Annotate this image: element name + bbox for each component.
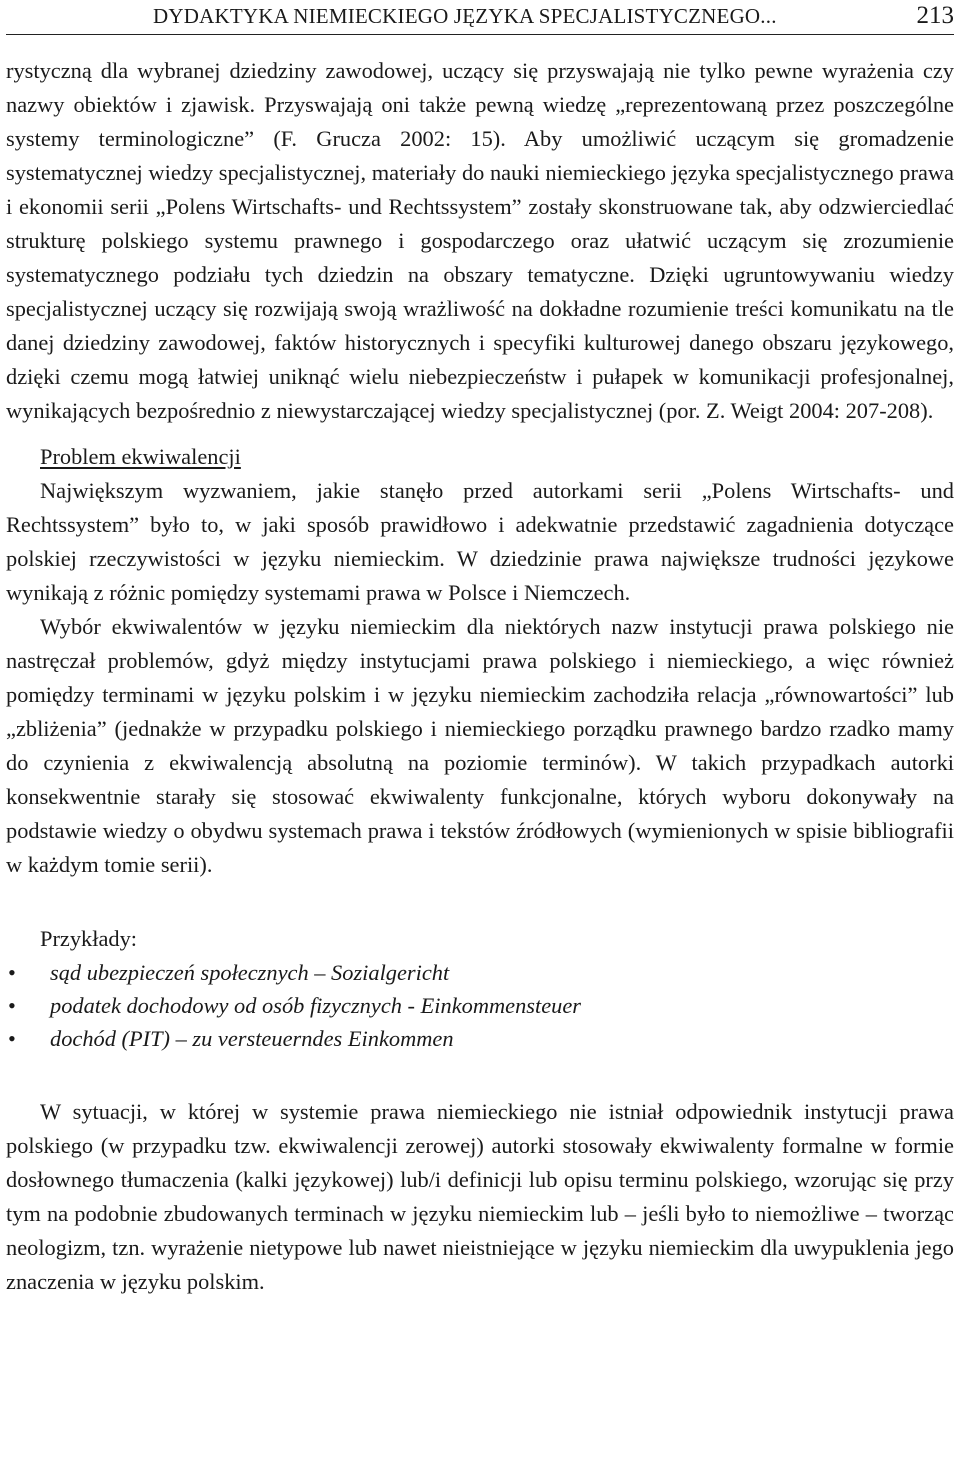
document-page xyxy=(6,0,954,1299)
paragraph-4: W sytuacji, w której w systemie prawa niemieckiego nie istniał odpowiednik instytucji prawa polskiego (w przypadku tzw. ekwiwalencji zerowej) autorki stosowały ekwiwalenty formalne w formie dosłownego tłumaczenia (kalki językowej) lub/i definicji lub opisu terminu polskiego, wzorując się przy tym na podobnie zbudowanych terminach w języku niemieckim lub – jeśli było to niemożliwe – tworząc neologizm, tzn. wyrażenie nietypowe lub nawet nieistniejące w języku niemieckim dla uwypuklenia jego znaczenia w języku polskim. xyxy=(6,1099,954,1294)
list-item xyxy=(6,1022,954,1055)
list-item xyxy=(6,956,954,989)
examples-title: Przykłady: xyxy=(40,926,138,951)
example-text: sąd ubezpieczeń społecznych – Sozialgericht xyxy=(50,960,450,985)
page-header xyxy=(6,0,954,35)
example-text: dochód (PIT) – zu versteuerndes Einkommen xyxy=(50,1026,454,1051)
section-heading xyxy=(40,440,954,474)
section-heading-text: Problem ekwiwalencji xyxy=(40,444,241,469)
bullet-icon: • xyxy=(8,1026,16,1051)
running-title: DYDAKTYKA NIEMIECKIEGO JĘZYKA SPECJALISTYCZNEGO... xyxy=(153,4,777,28)
paragraph-3: Wybór ekwiwalentów w języku niemieckim dla niektórych nazw instytucji prawa polskiego nie nastręczał problemów, gdyż między instytucjami prawa polskiego i niemieckiego, a więc również pomiędzy terminami w języku polskim i w języku niemieckim zachodziła relacja „równowartości” lub „zbliżenia” (jednakże w przypadku polskiego i niemieckiego porządku prawnego bardzo rzadko mamy do czynienia z ekwiwalencją absolutną na poziomie terminów). W takich przypadkach autorki konsekwentnie starały się stosować ekwiwalenty funkcjonalne, których wyboru dokonywały na podstawie wiedzy o obydwu systemach prawa i tekstów źródłowych (wymienionych w spisie bibliografii w każdym tomie serii). xyxy=(6,614,954,877)
list-item xyxy=(6,989,954,1022)
paragraph-1: rystyczną dla wybranej dziedziny zawodowej, uczący się przyswajają nie tylko pewne wyrażenia czy nazwy obiektów i zjawisk. Przyswajają oni także pewną wiedzę „reprezentowaną przez poszczególne systemy terminologiczne” (F. Grucza 2002: 15). Aby umożliwić uczącym się gromadzenie systematycznej wiedzy specjalistycznej, materiały do nauki niemieckiego języka specjalistycznego prawa i ekonomii serii „Polens Wirtschafts- und Rechtssystem” zostały skonstruowane tak, aby odzwierciedlać strukturę polskiego systemu prawnego i gospodarczego oraz ułatwić uczącym się zrozumienie systematycznego podziału tych dziedzin na obszary tematyczne. Dzięki ugruntowywaniu wiedzy specjalistycznej uczący się rozwijają swoją wrażliwość na dokładne rozumienie treści komunikatu na tle danej dziedziny zawodowej, faktów historycznych i specyfiki kulturowej danego obszaru językowego, dzięki czemu mogą łatwiej uniknąć wielu niebezpieczeństw i pułapek w komunikacji profesjonalnej, wynikających bezpośrednio z niewystarczającej wiedzy specjalistycznej (por. Z. Weigt 2004: 207-208). xyxy=(6,58,954,423)
example-text: podatek dochodowy od osób fizycznych - Einkommensteuer xyxy=(50,993,582,1018)
paragraph-2: Największym wyzwaniem, jakie stanęło przed autorkami serii „Polens Wirtschafts- und Rechtssystem” było to, w jaki sposób prawidłowo i adekwatnie przedstawić zagadnienia dotyczące polskiej rzeczywistości w języku niemieckim. W dziedzinie prawa największe trudności językowe wynikają z różnic pomiędzy systemami prawa w Polsce i Niemczech. xyxy=(6,478,954,605)
bullet-icon: • xyxy=(8,960,16,985)
examples-list xyxy=(6,956,954,1055)
bullet-icon: • xyxy=(8,993,16,1018)
page-number: 213 xyxy=(916,2,954,29)
